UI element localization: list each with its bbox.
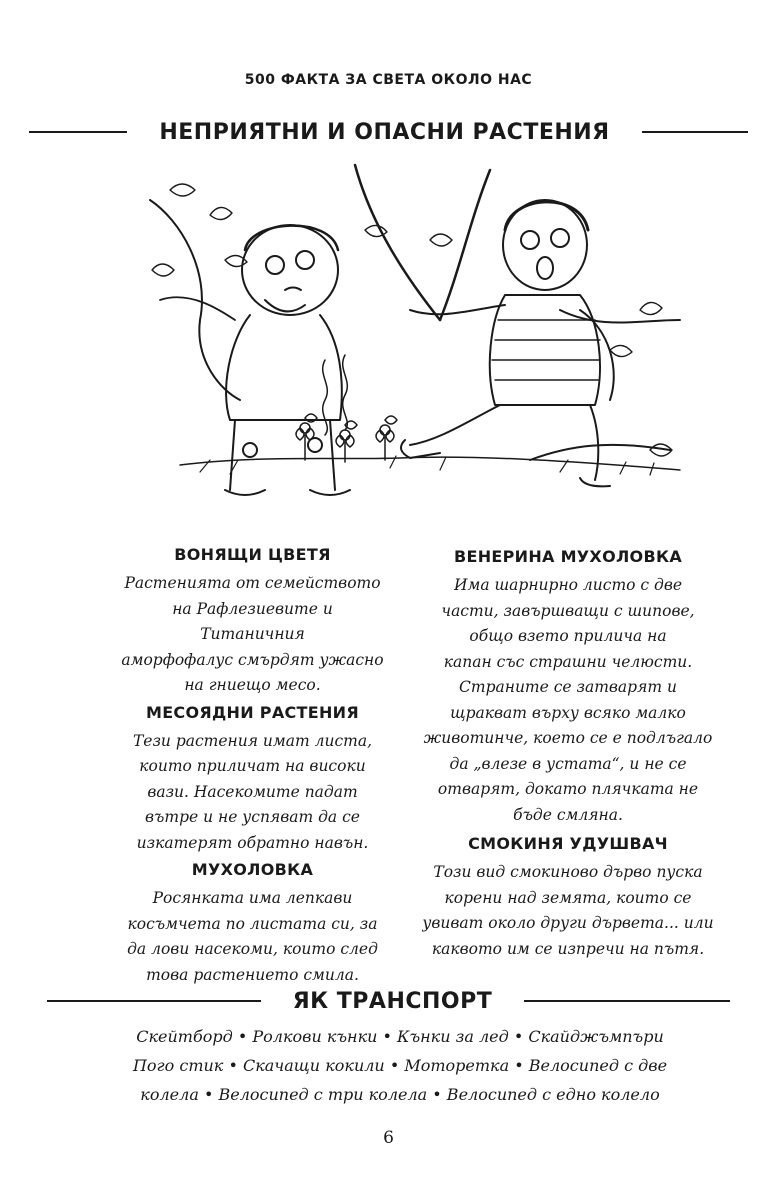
title-rule-left xyxy=(29,131,127,133)
fact-text: Този вид смокиново дърво пуска корени над земята, които се увиват около други дървета... или каквото им се изпречи на пътя. xyxy=(422,863,714,958)
section-title: НЕПРИЯТНИ И ОПАСНИ РАСТЕНИЯ xyxy=(159,119,610,145)
fact-venus-flytrap xyxy=(418,545,718,828)
fact-title: СМОКИНЯ УДУШВАЧ xyxy=(468,834,668,853)
fact-text: Растенията от семейството на Рафлезиевите и Титаничния аморфофалус смърдят ужасно на гниещо месо. xyxy=(121,574,384,694)
section-header xyxy=(0,117,777,147)
facts-left-column xyxy=(120,543,385,988)
fact-text: Има шарнирно листо с две части, завършващи с шипове, общо взето прилича на капан със страшни челюсти. Страните се затварят и щракват върху всяко малко животинче, което се е подлъгало да „влезе в устата“, и не се отварят, докато плячката не бъде смляна. xyxy=(423,576,713,824)
fact-smelly-flowers xyxy=(120,543,385,699)
fact-title: МУХОЛОВКА xyxy=(191,860,314,879)
fact-text: Росянката има лепкави косъмчета по листата си, за да лови насекоми, които след това растението смила. xyxy=(127,889,378,984)
running-head: 500 ФАКТА ЗА СВЕТА ОКОЛО НАС xyxy=(244,72,533,88)
fact-title: МЕСОЯДНИ РАСТЕНИЯ xyxy=(145,702,359,722)
fact-text: Тези растения имат листа, които приличат на високи вази. Насекомите падат вътре и не успяват да се изкатерят обратно навън. xyxy=(132,731,373,852)
fact-carnivorous-plants xyxy=(120,701,385,857)
page-number: 6 xyxy=(383,1128,394,1148)
transport-rule-left xyxy=(47,1000,261,1002)
illustration xyxy=(140,160,690,515)
transport-title: ЯК ТРАНСПОРТ xyxy=(292,988,493,1014)
girl-figure xyxy=(225,225,350,495)
transport-list: Скейтборд • Ролкови кънки • Кънки за лед • Скайджъмпъри Пого стик • Скачащи кокили • Моторетка • Велосипед с две колела • Велосипед с три колела • Велосипед с едно колело xyxy=(132,1027,668,1104)
facts-right-column xyxy=(418,545,718,962)
fact-strangler-fig xyxy=(418,832,718,962)
fact-sundew xyxy=(120,858,385,988)
fact-title: ВОНЯЩИ ЦВЕТЯ xyxy=(174,545,331,564)
transport-rule-right xyxy=(524,1000,730,1002)
fact-title: ВЕНЕРИНА МУХОЛОВКА xyxy=(453,547,683,566)
transport-header xyxy=(0,986,777,1016)
title-rule-right xyxy=(642,131,748,133)
